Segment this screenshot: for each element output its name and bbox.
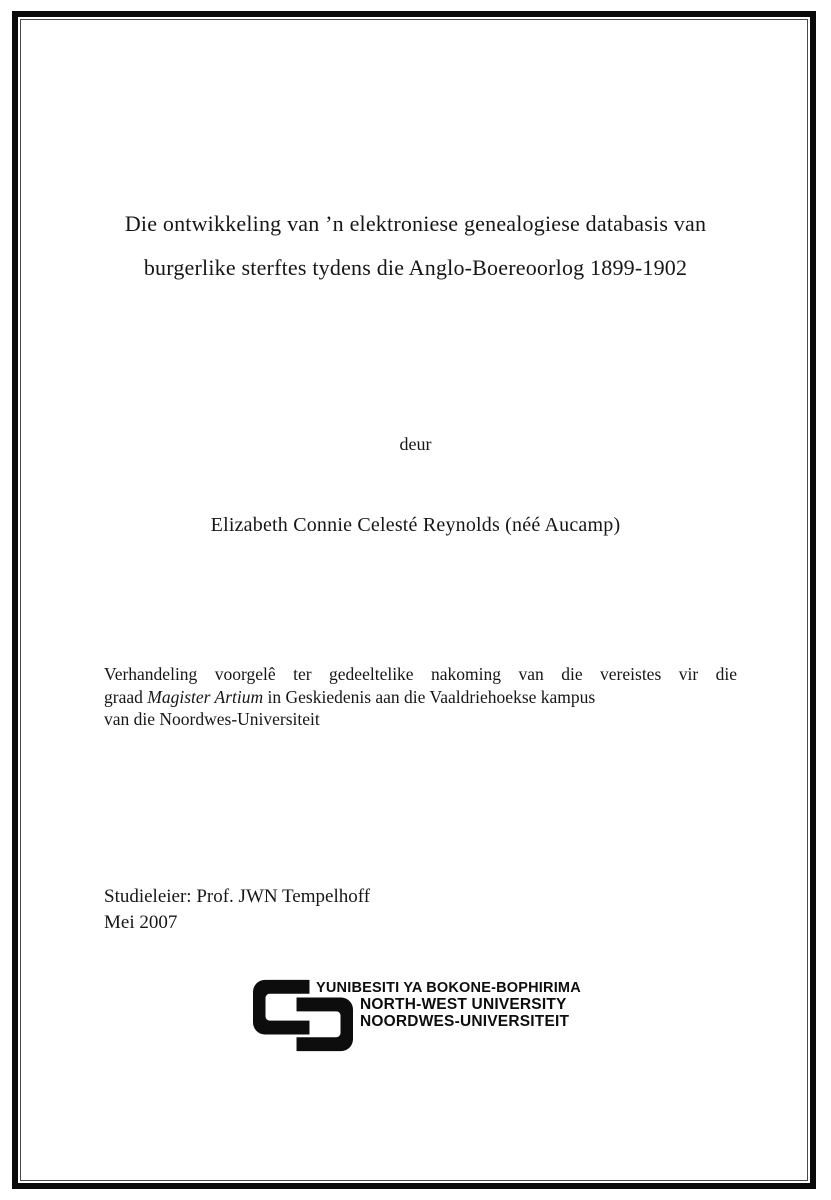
thesis-title-line-1: Die ontwikkeling van ’n elektroniese genealogiese databasis van <box>124 211 707 236</box>
university-logo <box>252 972 592 1058</box>
byline: deur <box>399 434 432 454</box>
degree-statement <box>104 663 737 731</box>
logo-text-setswana: YUNIBESITI YA BOKONE-BOPHIRIMA <box>316 980 581 996</box>
logo-text-english: NORTH-WEST UNIVERSITY <box>360 996 567 1013</box>
degree-statement-line-2-prefix: graad <box>104 686 148 707</box>
degree-statement-line-3: van die Noordwes-Universiteit <box>104 709 320 729</box>
thesis-title <box>0 202 831 290</box>
degree-statement-line-2-suffix: in Geskiedenis aan die Vaaldriehoekse kampus <box>263 686 596 707</box>
thesis-title-line-2: burgerlike sterftes tydens die Anglo-Boereoorlog 1899-1902 <box>143 255 688 280</box>
logo-text-afrikaans: NOORDWES-UNIVERSITEIT <box>360 1013 570 1030</box>
degree-name-italic: Magister Artium <box>147 686 264 707</box>
author-name: Elizabeth Connie Celesté Reynolds (néé Aucamp) <box>210 514 621 536</box>
degree-statement-line-2 <box>104 686 737 709</box>
date-line: Mei 2007 <box>104 912 178 933</box>
supervisor-line: Studieleier: Prof. JWN Tempelhoff <box>104 886 371 907</box>
degree-statement-line-1: Verhandeling voorgelê ter gedeeltelike nakoming van die vereistes vir die <box>104 664 737 684</box>
